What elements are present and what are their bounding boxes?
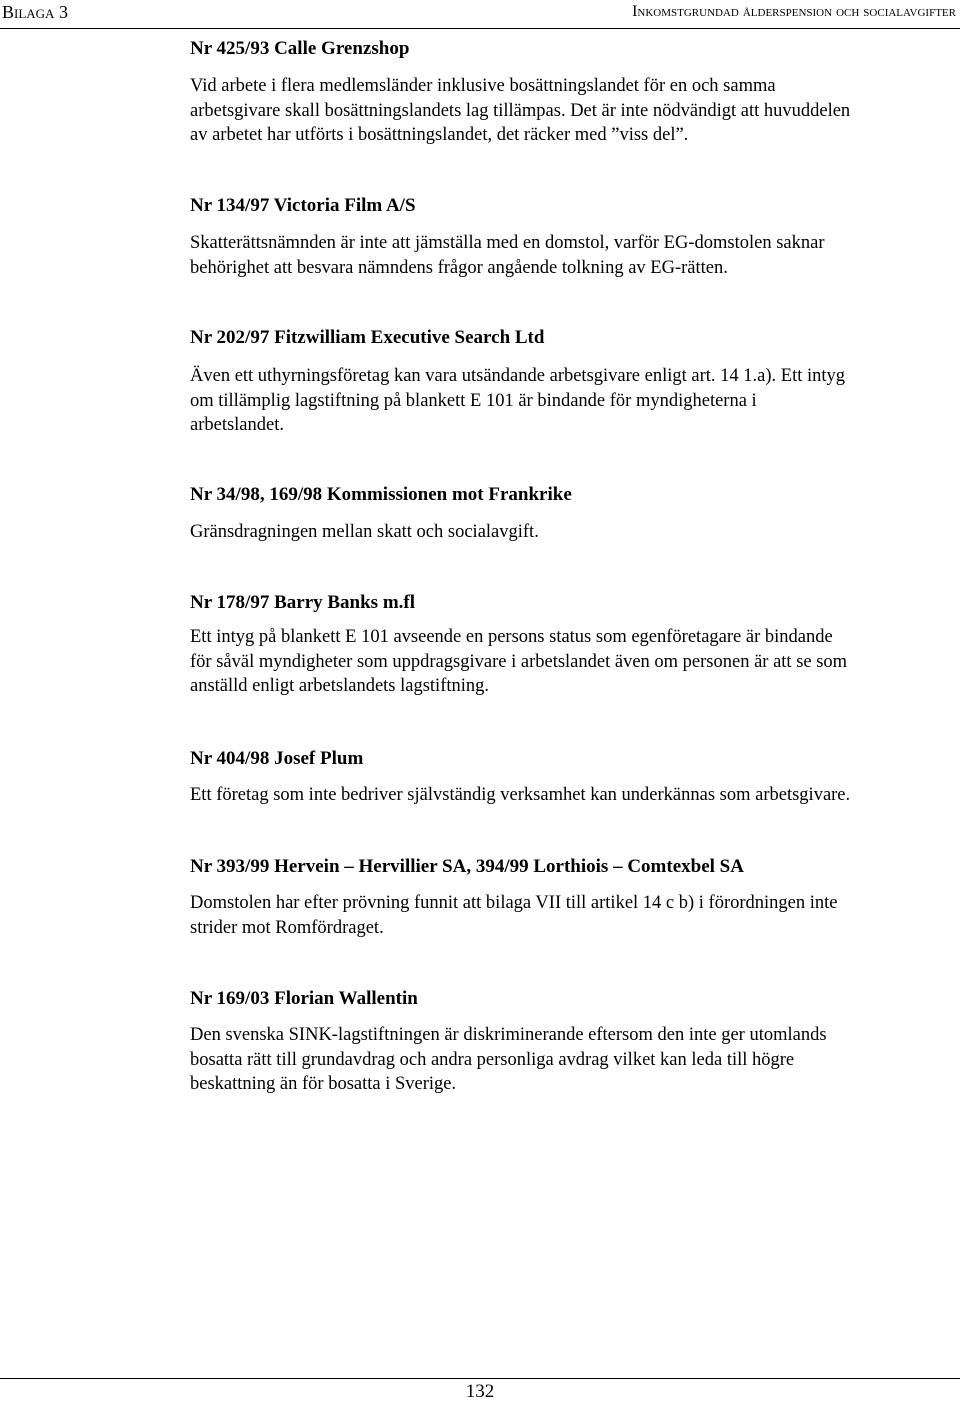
case-title: Nr 425/93 Calle Grenzshop — [190, 38, 410, 59]
case-description — [190, 783, 955, 808]
text-line: arbetslandet. — [190, 415, 284, 435]
header-divider — [0, 28, 960, 29]
case-202-97 — [190, 326, 960, 438]
text-line: Även ett uthyrningsföretag kan vara utsändande arbetsgivare enligt art. 14 1.a). Ett intyg — [190, 366, 845, 386]
text-line: av arbetet har utförts i bosättningslandet, det räcker med ”viss del”. — [190, 125, 689, 145]
text-line: beskattning än för bosatta i Sverige. — [190, 1074, 457, 1094]
case-393-99 — [190, 855, 960, 940]
case-title: Nr 178/97 Barry Banks m.fl — [190, 592, 416, 613]
case-description — [190, 231, 955, 280]
case-description — [190, 74, 955, 148]
text-line: bosatta rätt till grundavdrag och andra personliga avdrag vilket kan leda till högre — [190, 1049, 795, 1070]
case-title: Nr 34/98, 169/98 Kommissionen mot Frankrike — [190, 484, 572, 505]
case-title: Nr 202/97 Fitzwilliam Executive Search Ltd — [190, 327, 545, 348]
case-description — [190, 891, 955, 940]
case-description — [190, 520, 955, 545]
case-169-03 — [190, 987, 960, 1097]
case-title: Nr 393/99 Hervein – Hervillier SA, 394/99 Lorthiois – Comtexbel SA — [190, 856, 744, 877]
page-number: 132 — [465, 1381, 495, 1402]
text-line: om tillämplig lagstiftning på blankett E 101 är bindande för myndigheterna i — [190, 390, 757, 411]
text-line: Skatterättsnämnden är inte att jämställa med en domstol, varför EG-domstolen saknar — [190, 233, 825, 253]
text-line: strider mot Romfördraget. — [190, 917, 384, 938]
text-line: Ett intyg på blankett E 101 avseende en persons status som egenföretagare är bindande — [190, 627, 833, 647]
case-description — [190, 1023, 955, 1097]
text-line: Gränsdragningen mellan skatt och socialavgift. — [190, 522, 539, 542]
text-line: Domstolen har efter prövning funnit att bilaga VII till artikel 14 c b) i förordningen inte — [190, 893, 838, 913]
text-line: Vid arbete i flera medlemsländer inklusive bosättningslandet för en och samma — [190, 76, 776, 96]
page-header — [0, 0, 960, 30]
text-line: Ett företag som inte bedriver självständig verksamhet kan underkännas som arbetsgivare. — [190, 785, 851, 805]
text-line: för såväl myndigheter som uppdragsgivare i arbetslandet även om personen är att se som — [190, 651, 848, 672]
case-178-97 — [190, 591, 960, 699]
case-description — [190, 625, 955, 699]
text-line: anställd enligt arbetslandets lagstiftning. — [190, 676, 490, 696]
case-description — [190, 364, 955, 438]
case-34-98 — [190, 483, 960, 545]
header-appendix-label: Bilaga 3 — [2, 2, 68, 22]
text-line: Den svenska SINK-lagstiftningen är diskriminerande eftersom den inte ger utomlands — [190, 1025, 827, 1045]
text-line: arbetsgivare skall bosättningslandets lag tillämpas. Det är inte nödvändigt att huvuddelen — [190, 100, 851, 121]
header-document-title: Inkomstgrundad ålderspension och socialavgifter — [632, 3, 956, 20]
case-404-98 — [190, 747, 960, 808]
case-134-97 — [190, 194, 960, 280]
footer-divider — [0, 1378, 960, 1379]
case-title: Nr 134/97 Victoria Film A/S — [190, 195, 416, 216]
text-line: behörighet att besvara nämndens frågor angående tolkning av EG-rätten. — [190, 257, 728, 278]
case-425-93 — [190, 37, 960, 148]
case-title: Nr 169/03 Florian Wallentin — [190, 988, 418, 1009]
case-title: Nr 404/98 Josef Plum — [190, 748, 364, 769]
